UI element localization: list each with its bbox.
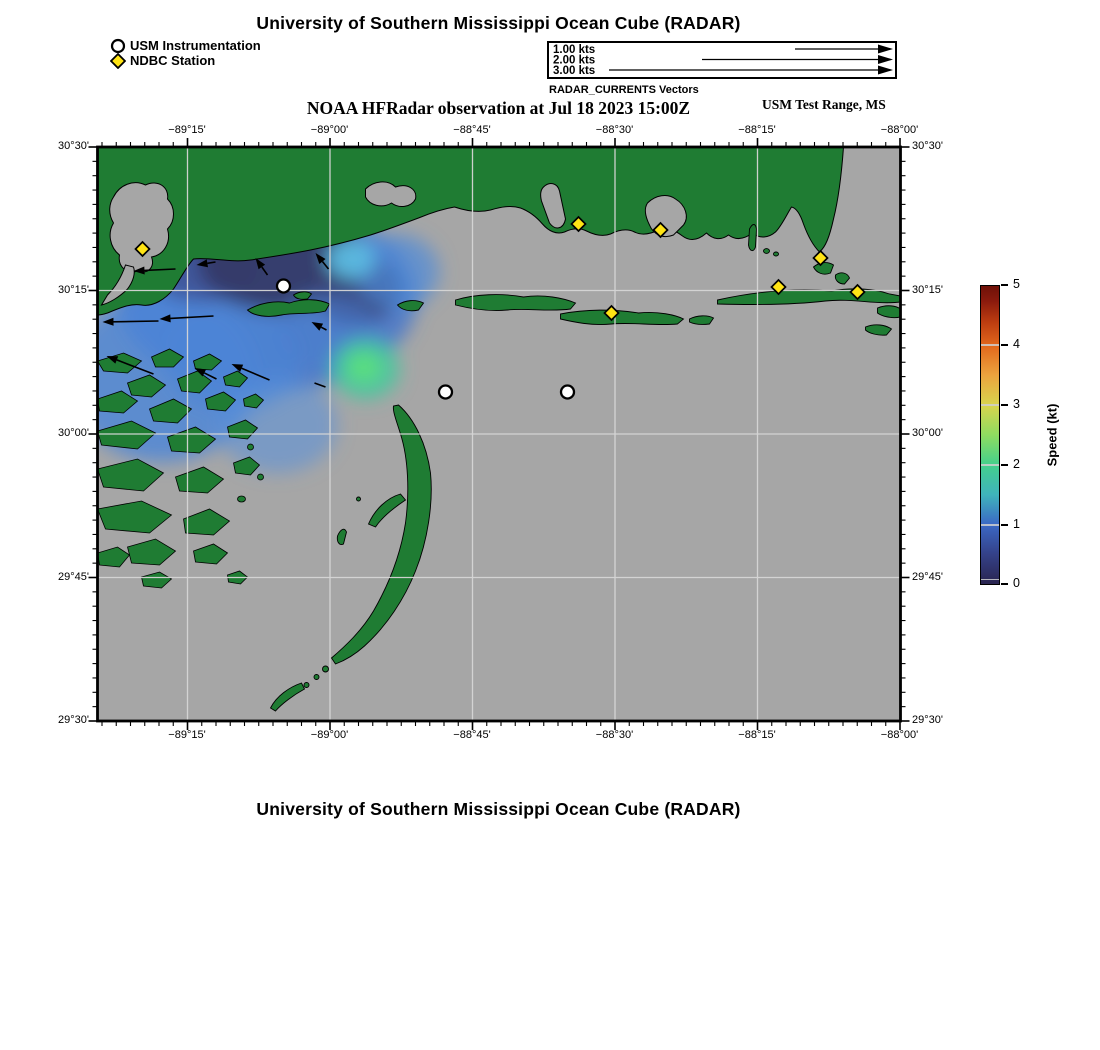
vector-scale-box <box>547 41 897 79</box>
colorbar-tick-5 <box>1001 284 1008 286</box>
y-axis-label-right-0: 30°30' <box>912 140 943 152</box>
legend-ndbc <box>110 53 215 68</box>
colorbar-gridline-1 <box>981 524 999 525</box>
x-axis-label-bottom-3: −88°30' <box>595 729 634 741</box>
vector-scale-2kt-label: 2.00 kts <box>553 54 596 67</box>
vector-scale-arrowheads <box>878 45 893 75</box>
colorbar-label-3: 3 <box>1013 397 1020 411</box>
legend-ndbc-label: NDBC Station <box>130 53 216 68</box>
y-axis-label-left-2: 30°00' <box>58 427 89 439</box>
ndbc-diamond-icon <box>110 53 126 69</box>
colorbar-gridline-3 <box>981 404 999 405</box>
vector-scale-3kt-label: 3.00 kts <box>553 65 596 76</box>
colorbar-tick-2 <box>1001 464 1008 466</box>
legend-usm-label: USM Instrumentation <box>130 38 261 53</box>
x-axis-label-bottom-4: −88°15' <box>738 729 776 741</box>
speed-colorbar <box>980 285 1000 585</box>
x-axis-label-top-1: −89°00' <box>310 124 349 136</box>
y-axis-label-right-2: 30°00' <box>912 427 943 439</box>
vector-scale-caption: RADAR_CURRENTS Vectors <box>549 84 699 96</box>
y-axis-label-right-3: 29°45' <box>912 570 943 583</box>
x-axis-label-bottom-1: −89°00' <box>310 729 349 741</box>
colorbar-label-4: 4 <box>1013 337 1020 351</box>
colorbar-tick-1 <box>1001 524 1008 526</box>
usm-instrumentation-marker <box>439 386 452 399</box>
vector-scale-graphic <box>549 43 894 76</box>
colorbar-tick-3 <box>1001 404 1008 406</box>
colorbar-tick-0 <box>1001 583 1008 585</box>
colorbar-title: Speed (kt) <box>1044 403 1060 467</box>
y-axis-label-left-1: 30°15' <box>58 283 89 296</box>
vector-scale-1kt-label: 1.00 kts <box>553 44 596 56</box>
y-axis-label-left-3: 29°45' <box>58 570 89 583</box>
usm-instrumentation-marker <box>561 386 574 399</box>
observation-subtitle: NOAA HFRadar observation at Jul 18 2023 15:00Z <box>306 98 691 118</box>
colorbar-label-1: 1 <box>1013 517 1020 531</box>
x-axis-label-top-3: −88°30' <box>595 124 634 136</box>
map-area <box>77 127 923 741</box>
colorbar-label-0: 0 <box>1013 576 1020 590</box>
usm-circle-icon <box>110 38 126 54</box>
y-axis-label-left-0: 30°30' <box>58 140 89 152</box>
colorbar-label-2: 2 <box>1013 457 1020 471</box>
legend-usm <box>110 38 261 53</box>
x-axis-label-bottom-2: −88°45' <box>453 729 491 741</box>
y-axis-label-right-4: 29°30' <box>912 714 943 726</box>
x-axis-label-top-4: −88°15' <box>738 124 776 136</box>
x-axis-label-bottom-0: −89°15' <box>168 729 206 741</box>
colorbar-tick-4 <box>1001 344 1008 346</box>
x-axis-label-top-0: −89°15' <box>168 124 206 136</box>
y-axis-label-right-1: 30°15' <box>912 283 943 296</box>
colorbar-gridline-4 <box>981 344 999 345</box>
footer-title: University of Southern Mississippi Ocean Cube (RADAR) <box>256 799 741 819</box>
x-axis-label-top-5: −88°00' <box>880 124 919 136</box>
current-vector <box>113 321 158 322</box>
x-axis-label-top-2: −88°45' <box>453 124 491 136</box>
colorbar-gridline-0 <box>981 579 999 580</box>
x-axis-label-bottom-5: −88°00' <box>880 729 919 741</box>
page-title: University of Southern Mississippi Ocean Cube (RADAR) <box>256 13 741 33</box>
colorbar-label-5: 5 <box>1013 277 1020 291</box>
usm-instrumentation-marker <box>277 280 290 293</box>
vector-scale-arrows <box>609 49 879 70</box>
map-svg <box>77 127 923 741</box>
colorbar-gridline-2 <box>981 464 999 465</box>
y-axis-label-left-4: 29°30' <box>58 714 89 726</box>
range-label: USM Test Range, MS <box>762 97 886 112</box>
